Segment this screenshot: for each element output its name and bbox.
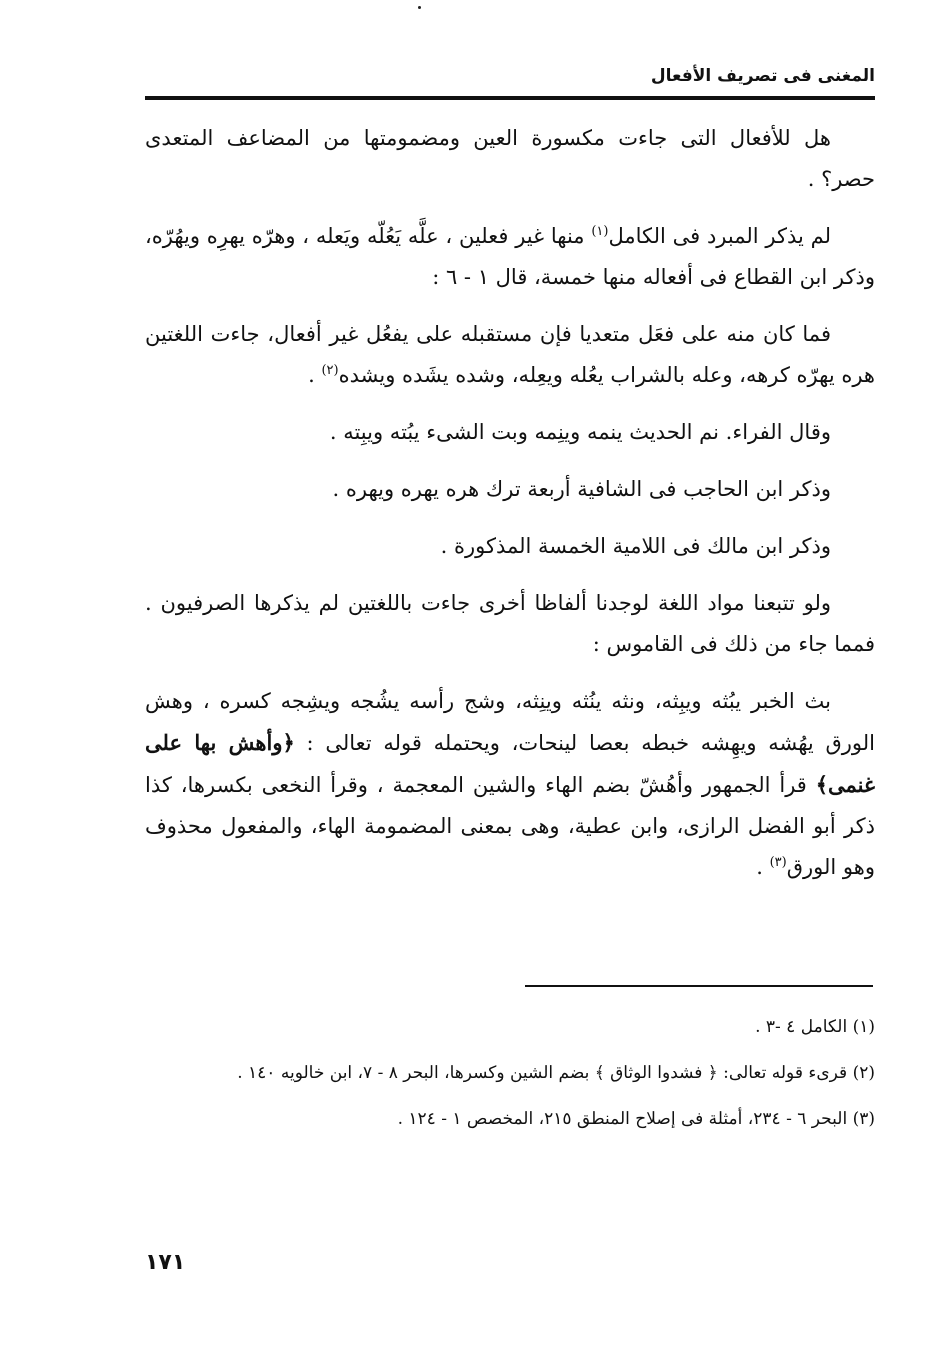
header-rule — [145, 96, 875, 100]
paragraph-8 — [145, 681, 875, 888]
paragraph-2 — [145, 216, 875, 298]
footnote-3: (٣) البحر ٦ - ٢٣٤، أمثلة فى إصلاح المنطق ٢١٥، المخصص ١ - ١٢٤ . — [397, 1109, 875, 1129]
print-speck — [418, 6, 421, 9]
footnote-separator — [525, 985, 873, 987]
footnotes — [145, 1010, 875, 1148]
running-header — [145, 60, 875, 100]
paragraph-text: لم يذكر المبرد فى الكامل — [608, 224, 831, 248]
quranic-quote: ﴿وأهش بها على غنمى﴾ — [145, 730, 875, 797]
paragraph-text: بث الخبر يبُثه ويبِثه، ونثه ينُثه وينِثه، وشج رأسه يشُجه ويشِجه كسره ، وهش الورق يهُشه ويهِشه خبطه بعصا لينحات، ويحتمله قوله تعالى : — [145, 689, 875, 755]
header-title: المغنى فى تصريف الأفعال — [650, 66, 875, 86]
paragraph-3 — [145, 314, 875, 396]
paragraph-1: هل للأفعال التى جاءت مكسورة العين ومضمومتها من المضاعف المتعدى حصر؟ . — [145, 126, 875, 191]
paragraph-text: . — [308, 363, 322, 387]
paragraph-text: قرأ الجمهور وأهُشّ بضم الهاء والشين المعجمة ، وقرأ النخعى بكسرها، كذا ذكر أبو الفضل الرازى، وابن عطية، وهى بمعنى المضمومة الهاء، والمفعول محذوف وهو الورق — [145, 773, 875, 879]
footnote-ref-1: (١) — [591, 224, 609, 239]
footnote-1: (١) الكامل ٤ -٣ . — [755, 1017, 875, 1037]
paragraph-7: ولو تتبعنا مواد اللغة لوجدنا ألفاظا أخرى جاءت باللغتين لم يذكرها الصرفيون . فمما جاء من ذلك فى القاموس : — [145, 591, 875, 656]
paragraph-6: وذكر ابن مالك فى اللامية الخمسة المذكورة . — [440, 534, 831, 558]
paragraph-text: فما كان منه على فعَل متعديا فإن مستقبله على يفعُل غير أفعال، جاءت اللغتين هره يهرّه كرهه، وعله بالشراب يعُله ويعِله، وشده يشَده ويشده — [145, 322, 875, 387]
paragraph-text: منها غير فعلين ، علَّه يَعُلّه ويَعله ، وهرّه يهرِه ويهُرّه، وذكر ابن القطاع فى أفعاله منها خمسة، قال ١ - ٦ : — [145, 224, 875, 289]
page-number: ١٧١ — [145, 1250, 186, 1275]
paragraph-5: وذكر ابن الحاجب فى الشافية أربعة ترك هره يهره ويهره . — [332, 477, 831, 501]
paragraph-4: وقال الفراء. نم الحديث ينمه وينِمه وبت الشىء يبُته ويبِته . — [329, 420, 831, 444]
footnote-ref-3: (٣) — [769, 855, 787, 870]
paragraph-text: . — [756, 855, 770, 879]
main-text — [145, 118, 875, 904]
footnote-ref-2: (٢) — [321, 363, 339, 378]
footnote-2: (٢) قرىء قوله تعالى: ﴿ فشدوا الوثاق ﴾ بضم الشين وكسرها، البحر ٨ - ٧، ابن خالويه ١٤٠ . — [237, 1063, 875, 1083]
